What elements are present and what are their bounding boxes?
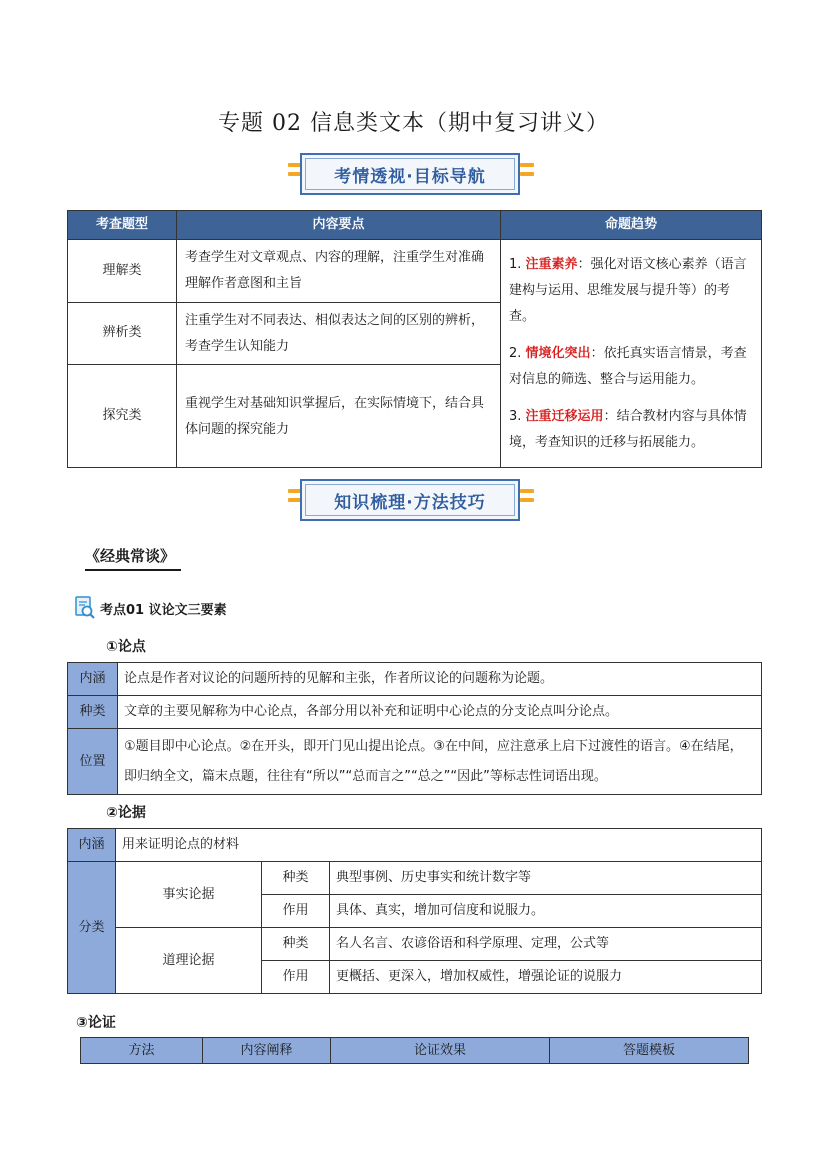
table-row [68, 729, 762, 795]
lunju-label: ②论据 [106, 805, 146, 821]
row-text: 论点是作者对议论的问题所持的见解和主张，作者所议论的问题称为论题。 [118, 663, 762, 696]
table-row [68, 928, 762, 961]
magnifier-document-icon [74, 596, 96, 620]
col-header-template: 答题模板 [550, 1038, 749, 1064]
col-header-effect: 论证效果 [331, 1038, 550, 1064]
content-cell: 注重学生对不同表达、相似表达之间的区别的辨析，考查学生认知能力 [177, 302, 501, 365]
col-header-method: 方法 [81, 1038, 203, 1064]
banner-2-label: 知识梳理·方法技巧 [305, 484, 515, 516]
kaodian-label: 考点01 议论文三要素 [100, 602, 227, 618]
sub-head: 作用 [262, 961, 330, 994]
type-cell: 探究类 [68, 365, 177, 468]
group-name: 事实论据 [116, 862, 262, 928]
type-cell: 理解类 [68, 240, 177, 303]
row-head: 种类 [68, 696, 118, 729]
table-row [68, 663, 762, 696]
table-row [68, 829, 762, 862]
banner-deco-right [520, 489, 534, 511]
row-head: 内涵 [68, 663, 118, 696]
type-cell: 辨析类 [68, 302, 177, 365]
trend-item: 3. 注重迁移运用：结合教材内容与具体情境，考查知识的迁移与拓展能力。 [509, 409, 747, 450]
col-header-trend: 命题趋势 [501, 211, 762, 240]
sub-head: 种类 [262, 928, 330, 961]
book-heading: 《经典常谈》 [85, 547, 176, 565]
group-name: 道理论据 [116, 928, 262, 994]
heading-underline [85, 569, 181, 571]
sub-head: 作用 [262, 895, 330, 928]
trend-cell [501, 240, 762, 468]
banner-deco-right [520, 163, 534, 185]
content-cell: 考查学生对文章观点、内容的理解，注重学生对准确理解作者意图和主旨 [177, 240, 501, 303]
row-text: ①题目即中心论点。②在开头，即开门见山提出论点。③在中间，应注意承上启下过渡性的语言。④在结尾，即归纳全文，篇末点题，往往有“所以”“总而言之”“总之”“因此”等标志性词语出现。 [118, 729, 762, 795]
sub-head: 种类 [262, 862, 330, 895]
lundian-label: ①论点 [106, 639, 146, 655]
row-head: 位置 [68, 729, 118, 795]
sub-text: 更概括、更深入，增加权威性，增强论证的说服力 [330, 961, 762, 994]
table-row [68, 862, 762, 895]
kaodian-heading [74, 596, 227, 620]
fenlei-head: 分类 [68, 862, 116, 994]
table-row [68, 696, 762, 729]
table-row [68, 240, 762, 303]
banner-1-label: 考情透视·目标导航 [305, 158, 515, 190]
col-header-content: 内容要点 [177, 211, 501, 240]
row-text: 文章的主要见解称为中心论点，各部分用以补充和证明中心论点的分支论点叫分论点。 [118, 696, 762, 729]
col-header-explain: 内容阐释 [203, 1038, 331, 1064]
trend-item: 2. 情境化突出：依托真实语言情景，考查对信息的筛选、整合与运用能力。 [509, 346, 747, 387]
row-head: 内涵 [68, 829, 116, 862]
exam-overview-table [67, 210, 762, 468]
lundian-table [67, 662, 762, 795]
sub-text: 典型事例、历史事实和统计数字等 [330, 862, 762, 895]
sub-text: 名人名言、农谚俗语和科学原理、定理，公式等 [330, 928, 762, 961]
trend-item: 1. 注重素养：强化对语文核心素养（语言建构与运用、思维发展与提升等）的考查。 [509, 257, 747, 324]
content-cell: 重视学生对基础知识掌握后，在实际情境下，结合具体问题的探究能力 [177, 365, 501, 468]
section-banner-2 [284, 479, 538, 523]
col-header-type: 考查题型 [68, 211, 177, 240]
section-banner-1 [284, 153, 538, 197]
page-title: 专题 02 信息类文本（期中复习讲义） [218, 111, 609, 136]
lunzheng-label: ③论证 [76, 1015, 116, 1031]
row-text: 用来证明论点的材料 [116, 829, 762, 862]
sub-text: 具体、真实，增加可信度和说服力。 [330, 895, 762, 928]
lunzheng-table [80, 1037, 749, 1064]
lunju-table [67, 828, 762, 994]
